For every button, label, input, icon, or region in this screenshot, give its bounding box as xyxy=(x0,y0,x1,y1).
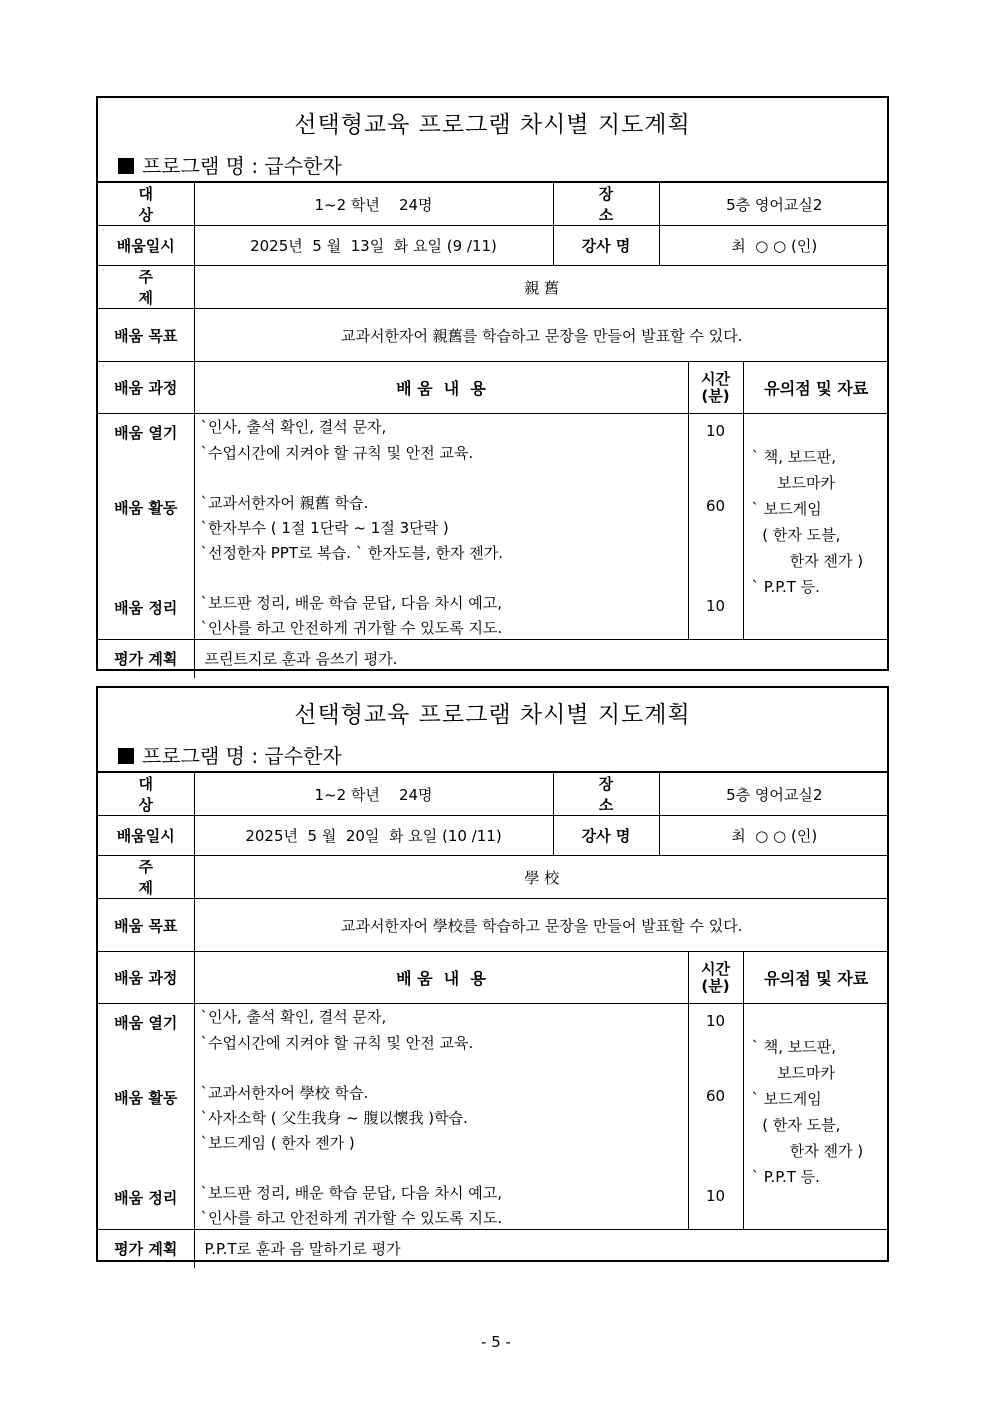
note-line: ` 책, 보드판, xyxy=(751,448,837,466)
note-line: 한자 젠가 ) xyxy=(775,1142,864,1160)
topic-row xyxy=(98,856,889,899)
stage-open: 배움 열기 xyxy=(114,424,178,442)
note-line: ` P.P.T 등. xyxy=(751,1168,820,1186)
goal-value: 교과서한자어 親舊를 학습하고 문장을 만들어 발표할 수 있다. xyxy=(194,309,889,362)
goal-value: 교과서한자어 學校를 학습하고 문장을 만들어 발표할 수 있다. xyxy=(194,899,889,952)
note-line: ( 한자 도블, xyxy=(757,526,841,544)
content-line: `한자부수 ( 1절 1단락 ~ 1절 3단락 ) xyxy=(200,519,449,537)
page-number: - 5 - xyxy=(481,1333,511,1351)
time-label: 시간 (분) xyxy=(688,952,743,1004)
lesson-plan-2 xyxy=(96,686,889,1262)
content-line: `보드게임 ( 한자 젠가 ) xyxy=(200,1134,355,1152)
content-label: 배 움 내 용 xyxy=(194,362,688,414)
program-name-text: 프로그램 명 : 급수한자 xyxy=(142,154,342,178)
place-label: 장 소 xyxy=(553,183,659,226)
content-line: `보드판 정리, 배운 학습 문답, 다음 차시 예고, xyxy=(200,594,503,612)
target-label: 대 상 xyxy=(98,183,194,226)
content-line: `인사, 출석 확인, 결석 문자, xyxy=(200,1008,387,1026)
stage-activity: 배움 활동 xyxy=(114,499,178,517)
lesson-plan-1 xyxy=(96,96,889,671)
date-row xyxy=(98,226,889,266)
note-line: 보드마카 xyxy=(767,474,835,492)
square-bullet-icon xyxy=(118,158,134,174)
time-open: 10 xyxy=(705,422,726,440)
teacher-label: 강사 명 xyxy=(553,816,659,856)
note-line: ( 한자 도블, xyxy=(757,1116,841,1134)
note-line: ` P.P.T 등. xyxy=(751,578,820,596)
content-line: `사자소학 ( 父生我身 ~ 腹以懷我 )학습. xyxy=(200,1109,468,1127)
place-value: 5층 영어교실2 xyxy=(659,773,889,816)
process-row xyxy=(98,1004,889,1230)
target-row xyxy=(98,773,889,816)
process-header-row xyxy=(98,362,889,414)
time-close: 10 xyxy=(705,597,726,615)
target-row xyxy=(98,183,889,226)
stage-column xyxy=(98,1004,194,1230)
plan-header xyxy=(98,688,887,772)
stage-activity: 배움 활동 xyxy=(114,1089,178,1107)
date-label: 배움일시 xyxy=(98,816,194,856)
eval-value: 프린트지로 훈과 음쓰기 평가. xyxy=(194,640,889,678)
goal-row xyxy=(98,899,889,952)
plan-table xyxy=(98,182,889,678)
content-column xyxy=(194,414,688,640)
target-label: 대 상 xyxy=(98,773,194,816)
program-name-text: 프로그램 명 : 급수한자 xyxy=(142,744,342,768)
topic-label: 주 제 xyxy=(98,266,194,309)
process-label: 배움 과정 xyxy=(98,362,194,414)
plan-header xyxy=(98,98,887,182)
stage-column xyxy=(98,414,194,640)
note-line: ` 보드게임 xyxy=(751,500,822,518)
time-activity: 60 xyxy=(705,497,726,515)
note-line: ` 보드게임 xyxy=(751,1090,822,1108)
content-line: `교과서한자어 學校 학습. xyxy=(200,1084,369,1102)
goal-label: 배움 목표 xyxy=(98,309,194,362)
program-name xyxy=(118,740,342,769)
plan-title: 선택형교육 프로그램 차시별 지도계획 xyxy=(294,702,691,728)
notes-column xyxy=(743,1004,889,1230)
process-row xyxy=(98,414,889,640)
teacher-value: 최 ○ ○ (인) xyxy=(659,226,889,266)
program-name xyxy=(118,150,342,179)
date-value: 2025년 5 월 13일 화 요일 (9 /11) xyxy=(194,226,553,266)
notes-label: 유의점 및 자료 xyxy=(743,952,889,1004)
content-line: `인사, 출석 확인, 결석 문자, xyxy=(200,418,387,436)
plan-table xyxy=(98,772,889,1268)
content-label: 배 움 내 용 xyxy=(194,952,688,1004)
time-open: 10 xyxy=(705,1012,726,1030)
eval-label: 평가 계획 xyxy=(98,1230,194,1268)
date-label: 배움일시 xyxy=(98,226,194,266)
square-bullet-icon xyxy=(118,748,134,764)
content-line: `수업시간에 지켜야 할 규칙 및 안전 교육. xyxy=(200,444,474,462)
content-line: `수업시간에 지켜야 할 규칙 및 안전 교육. xyxy=(200,1034,474,1052)
topic-row xyxy=(98,266,889,309)
place-label: 장 소 xyxy=(553,773,659,816)
time-label: 시간 (분) xyxy=(688,362,743,414)
teacher-value: 최 ○ ○ (인) xyxy=(659,816,889,856)
plan-title: 선택형교육 프로그램 차시별 지도계획 xyxy=(294,112,691,138)
notes-column xyxy=(743,414,889,640)
stage-close: 배움 정리 xyxy=(114,1189,178,1207)
eval-value: P.P.T로 훈과 음 말하기로 평가 xyxy=(194,1230,889,1268)
note-line: 한자 젠가 ) xyxy=(775,552,864,570)
eval-label: 평가 계획 xyxy=(98,640,194,678)
target-value: 1~2 학년 24명 xyxy=(194,183,553,226)
topic-value: 學 校 xyxy=(194,856,889,899)
process-header-row xyxy=(98,952,889,1004)
time-column xyxy=(688,414,743,640)
stage-open: 배움 열기 xyxy=(114,1014,178,1032)
content-line: `교과서한자어 親舊 학습. xyxy=(200,494,369,512)
eval-row xyxy=(98,1230,889,1268)
note-line: ` 책, 보드판, xyxy=(751,1038,837,1056)
topic-label: 주 제 xyxy=(98,856,194,899)
goal-label: 배움 목표 xyxy=(98,899,194,952)
content-line: `인사를 하고 안전하게 귀가할 수 있도록 지도. xyxy=(200,1209,503,1227)
content-column xyxy=(194,1004,688,1230)
stage-close: 배움 정리 xyxy=(114,599,178,617)
date-value: 2025년 5 월 20일 화 요일 (10 /11) xyxy=(194,816,553,856)
target-value: 1~2 학년 24명 xyxy=(194,773,553,816)
time-activity: 60 xyxy=(705,1087,726,1105)
place-value: 5층 영어교실2 xyxy=(659,183,889,226)
time-column xyxy=(688,1004,743,1230)
content-line: `인사를 하고 안전하게 귀가할 수 있도록 지도. xyxy=(200,619,503,637)
process-label: 배움 과정 xyxy=(98,952,194,1004)
content-line: `선정한자 PPT로 복습. ` 한자도블, 한자 젠가. xyxy=(200,544,504,562)
time-close: 10 xyxy=(705,1187,726,1205)
teacher-label: 강사 명 xyxy=(553,226,659,266)
notes-label: 유의점 및 자료 xyxy=(743,362,889,414)
note-line: 보드마카 xyxy=(767,1064,835,1082)
date-row xyxy=(98,816,889,856)
content-line: `보드판 정리, 배운 학습 문답, 다음 차시 예고, xyxy=(200,1184,503,1202)
topic-value: 親 舊 xyxy=(194,266,889,309)
goal-row xyxy=(98,309,889,362)
eval-row xyxy=(98,640,889,678)
